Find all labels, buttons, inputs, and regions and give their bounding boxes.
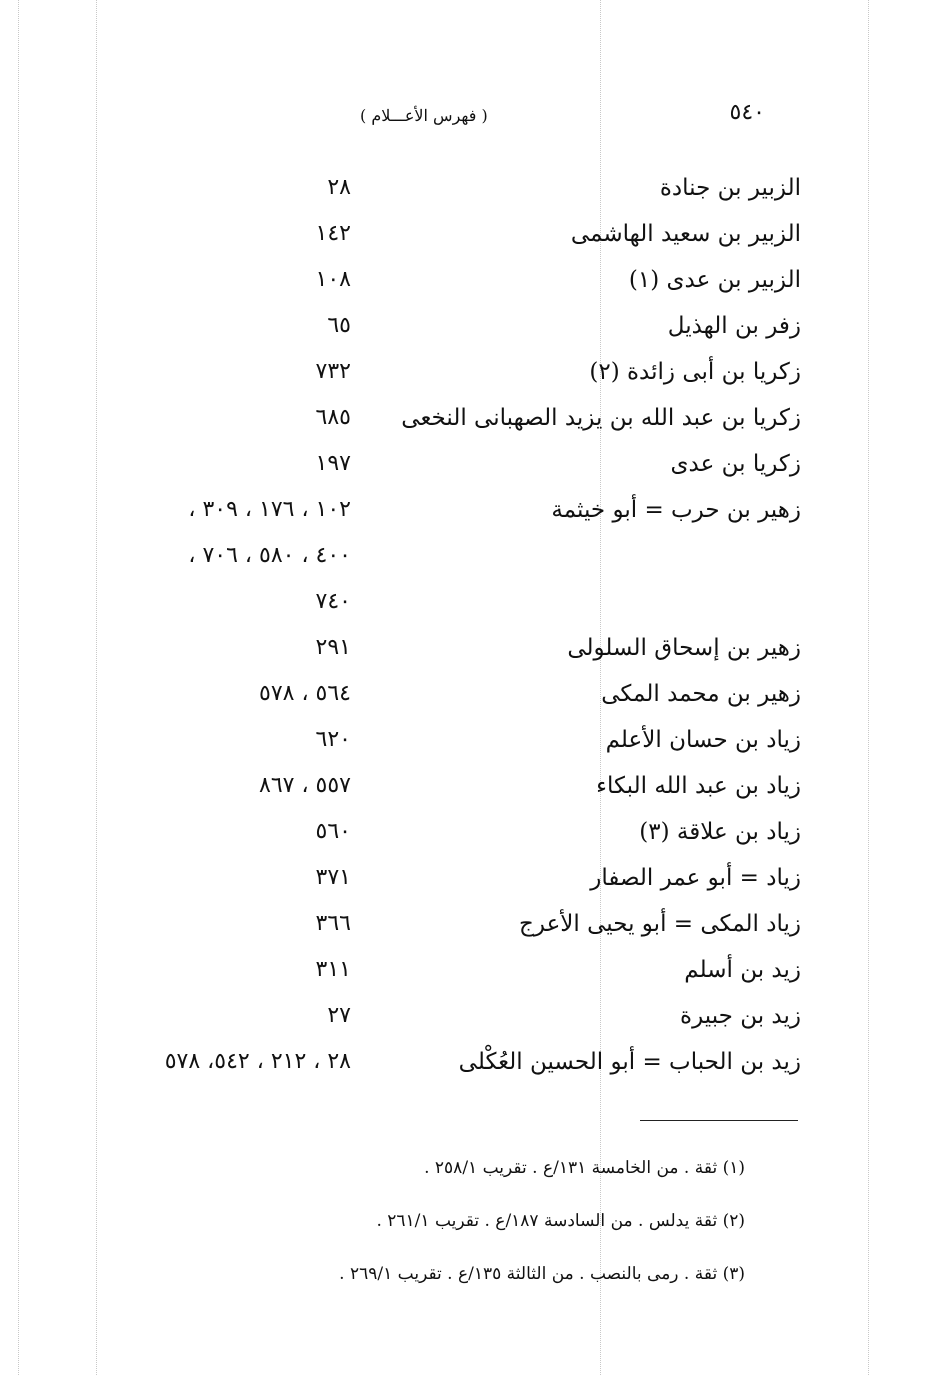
entry-name: زيد بن جبيرة [680,1003,801,1029]
entry-pages: ٤٠٠ ، ٥٨٠ ، ٧٠٦ ، [188,543,351,568]
index-entry [0,165,937,211]
entry-pages: ٢٨ [327,175,351,200]
entry-name: زياد بن حسان الأعلم [605,727,801,753]
entry-name: زيد بن أسلم [684,957,801,983]
entry-pages: ١٠٢ ، ١٧٦ ، ٣٠٩ ، [188,497,351,522]
page-title: ( فهرس الأعـــلام ) [360,106,488,125]
entry-name: زكريا بن عدى [670,451,801,477]
index-entry-continuation [0,579,937,625]
entry-name: الزبير بن سعيد الهاشمى [570,221,801,247]
index-entry [0,717,937,763]
index-entry [0,349,937,395]
entry-name: زكريا بن عبد الله بن يزيد الصهبانى النخعى [401,405,801,431]
footnotes [125,1148,745,1307]
entry-pages: ٣٦٦ [315,911,351,936]
index-entry [0,671,937,717]
index-entries [0,165,937,1085]
entry-name: زكريا بن أبى زائدة (٢) [589,359,801,385]
entry-pages: ١٤٢ [315,221,351,246]
entry-name: زهير بن محمد المكى [601,681,801,707]
index-entry [0,993,937,1039]
footnote: (٣) ثقة . رمى بالنصب . من الثالثة ١٣٥/ع . تقريب ٢٦٩/١ . [339,1264,745,1284]
index-entry [0,625,937,671]
index-entry [0,855,937,901]
entry-name: زياد بن علاقة (٣) [639,819,801,845]
entry-name: زياد المكى = أبو يحيى الأعرج [519,911,801,937]
entry-pages: ٦٨٥ [315,405,351,430]
entry-name: زياد بن عبد الله البكاء [596,773,801,799]
entry-pages: ٥٥٧ ، ٨٦٧ [259,773,351,798]
index-entry [0,901,937,947]
index-entry [0,441,937,487]
index-entry [0,1039,937,1085]
entry-name: زهير بن حرب = أبو خيثمة [551,497,801,523]
index-entry [0,947,937,993]
entry-pages: ٣١١ [315,957,351,982]
entry-name: الزبير بن عدى (١) [628,267,801,293]
entry-pages: ٦٢٠ [315,727,351,752]
entry-name: زفر بن الهذيل [667,313,801,339]
index-entry [0,763,937,809]
entry-pages: ٢٧ [327,1003,351,1028]
index-entry [0,809,937,855]
entry-pages: ٣٧١ [315,865,351,890]
entry-pages: ٢٨ ، ٢١٢ ، ٥٤٢، ٥٧٨ [164,1049,351,1074]
index-entry [0,303,937,349]
entry-pages: ١٩٧ [315,451,351,476]
footnote-divider [640,1120,798,1121]
entry-name: زيد بن الحباب = أبو الحسين العُكْلى [458,1049,801,1075]
entry-pages: ٥٦٠ [315,819,351,844]
entry-pages: ٧٣٢ [315,359,351,384]
footnote: (١) ثقة . من الخامسة ١٣١/ع . تقريب ٢٥٨/١ . [424,1158,745,1178]
entry-pages: ٥٦٤ ، ٥٧٨ [259,681,351,706]
footnote: (٢) ثقة يدلس . من السادسة ١٨٧/ع . تقريب ٢٦١/١ . [376,1211,745,1231]
entry-name: الزبير بن جنادة [659,175,801,201]
entry-pages: ٧٤٠ [315,589,351,614]
entry-pages: ١٠٨ [315,267,351,292]
entry-pages: ٢٩١ [315,635,351,660]
index-entry [0,211,937,257]
index-entry-continuation [0,533,937,579]
entry-name: زهير بن إسحاق السلولى [567,635,801,661]
index-entry [0,395,937,441]
entry-pages: ٦٥ [327,313,351,338]
index-entry [0,487,937,533]
index-entry [0,257,937,303]
entry-name: زياد = أبو عمر الصفار [590,865,801,891]
page-number: ٥٤٠ [729,100,765,125]
